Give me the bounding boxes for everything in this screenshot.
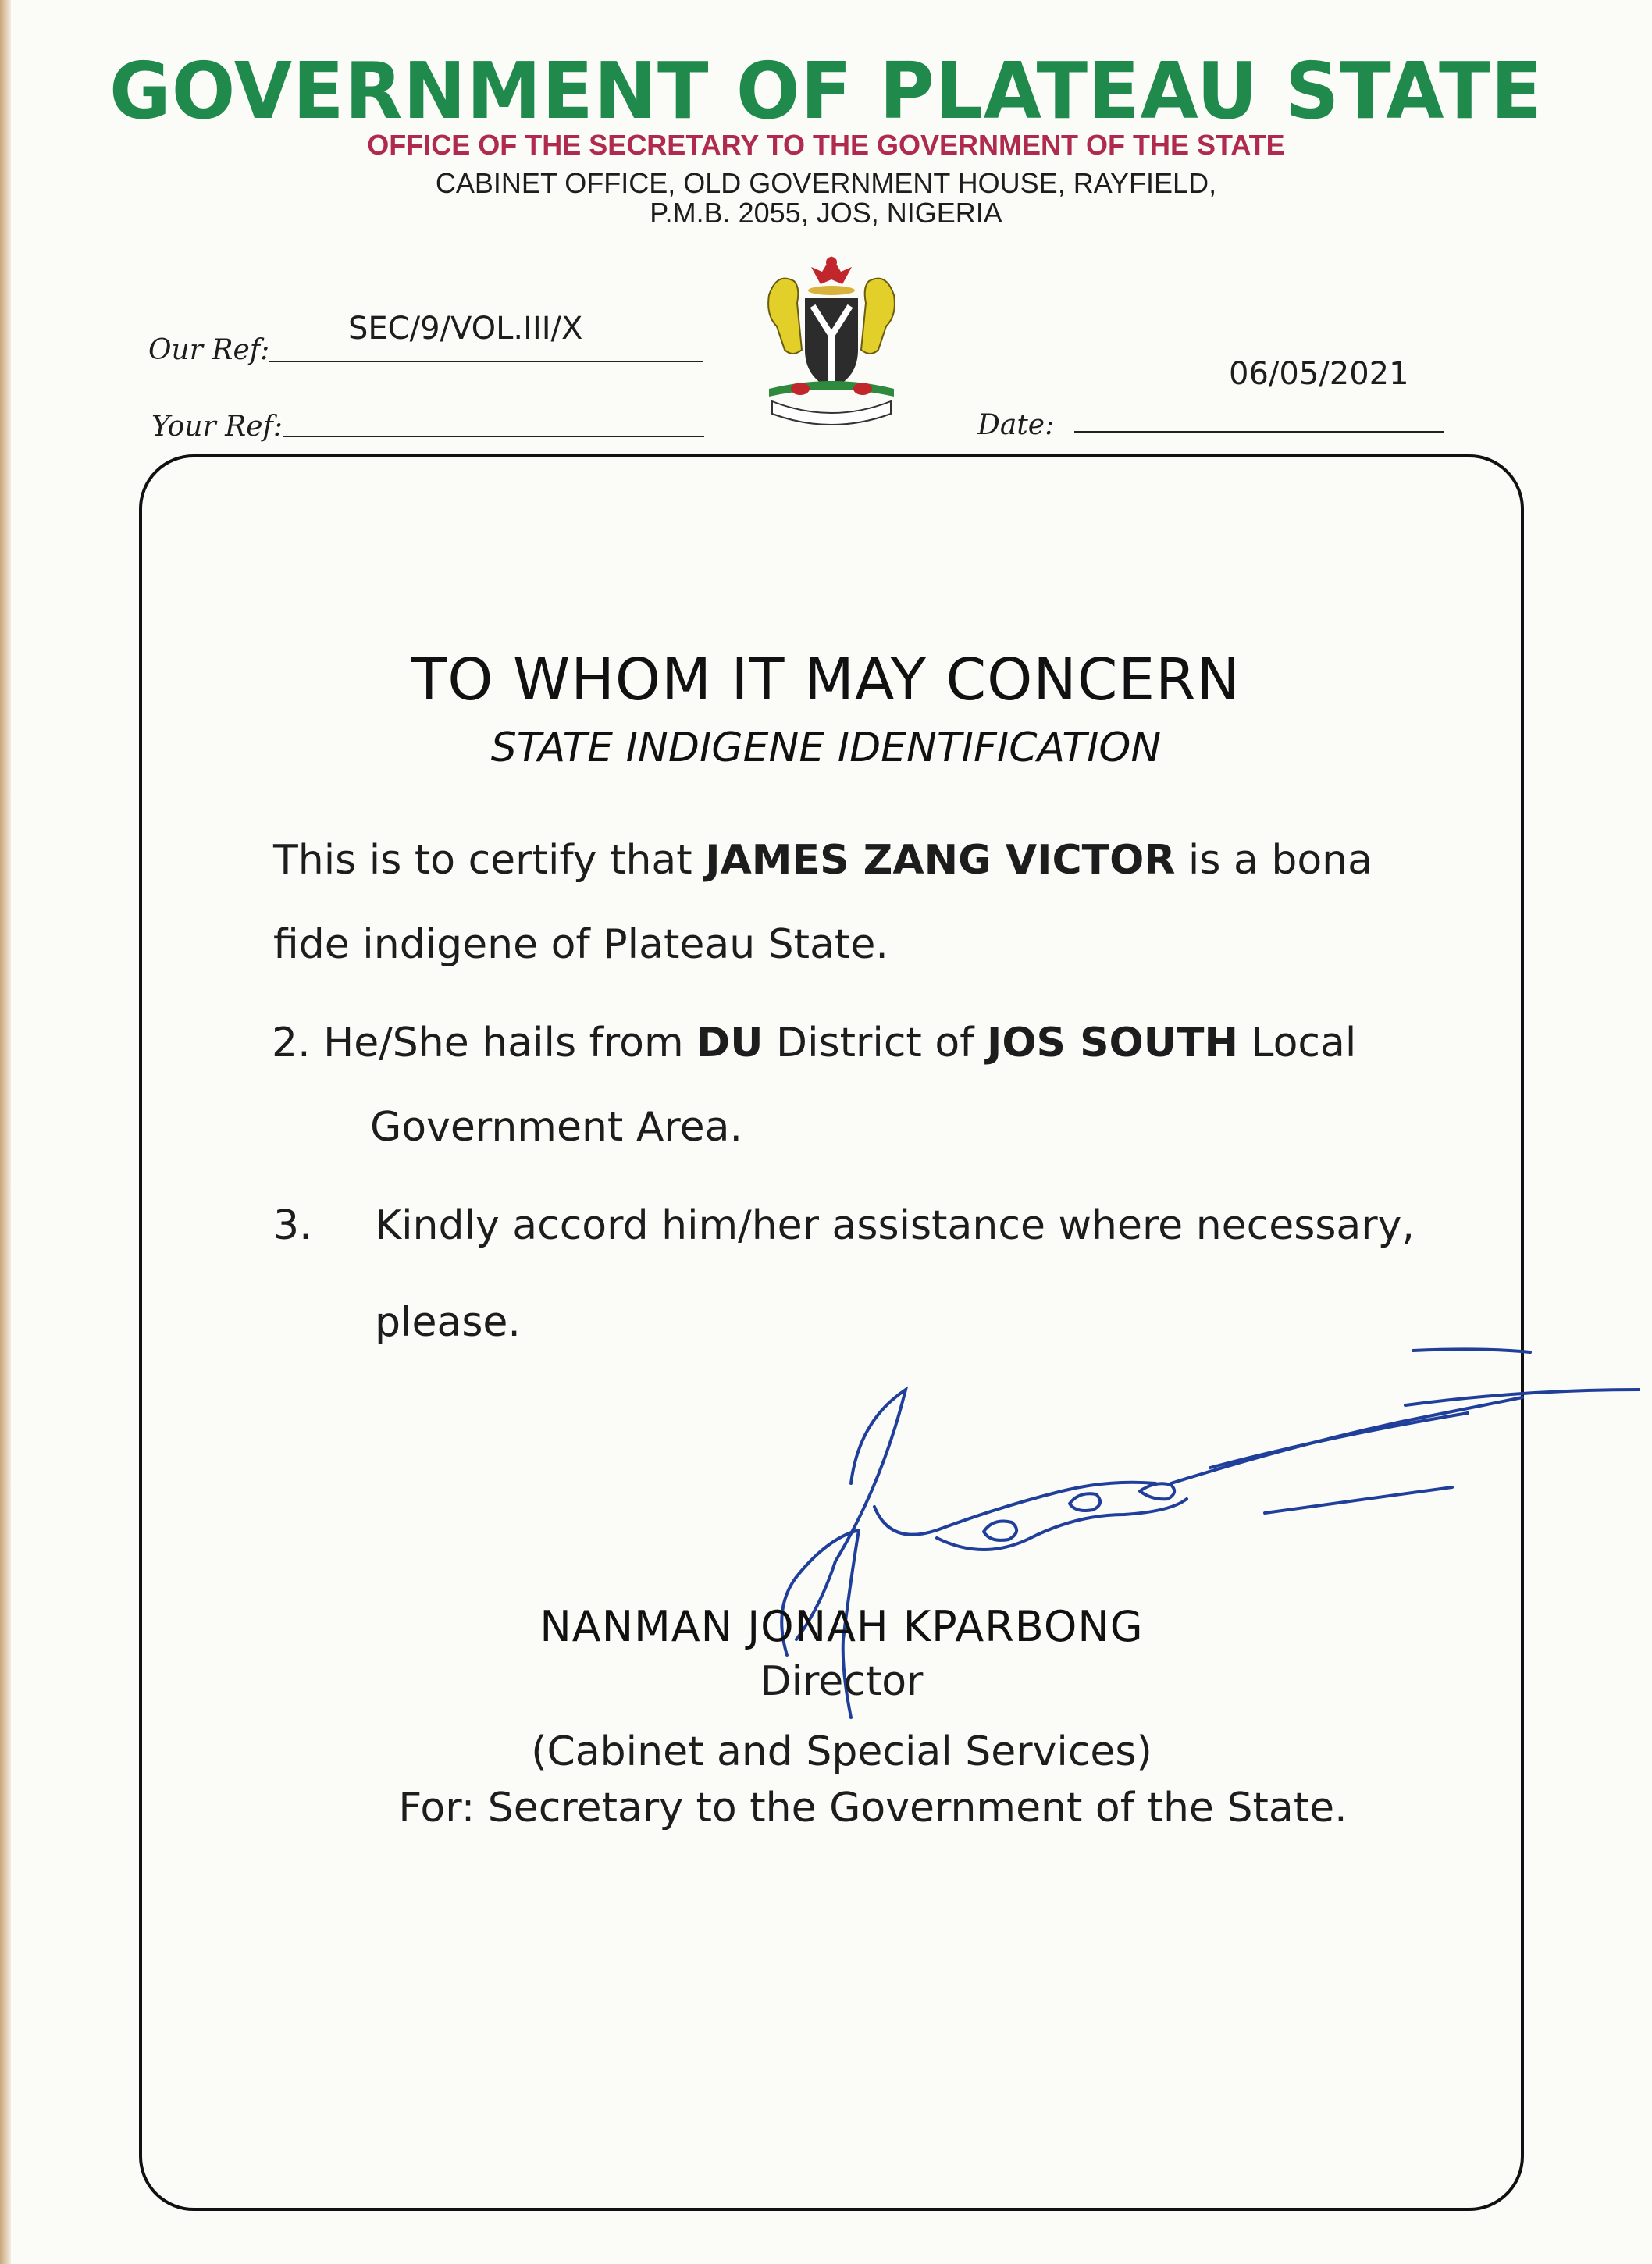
- paragraph-3-number: 3.: [273, 1202, 312, 1249]
- date-value: 06/05/2021: [1229, 356, 1409, 392]
- signatory-title: Director: [760, 1658, 924, 1705]
- letterhead-address-line2: P.M.B. 2055, JOS, NIGERIA: [650, 197, 1002, 229]
- coat-of-arms-icon: [746, 240, 917, 428]
- signatory-department: (Cabinet and Special Services): [531, 1728, 1152, 1775]
- date-underline: [1074, 431, 1444, 433]
- our-ref-underline: [269, 361, 703, 362]
- letterhead-address-line1: CABINET OFFICE, OLD GOVERNMENT HOUSE, RAYFIELD,: [435, 167, 1217, 199]
- paragraph-1-prefix: This is to certify that: [273, 837, 706, 884]
- paragraph-2-line-2: Government Area.: [370, 1104, 743, 1151]
- paragraph-1-line-2: fide indigene of Plateau State.: [273, 921, 888, 968]
- paper-edge: [0, 0, 11, 2264]
- our-ref-label: Our Ref:: [148, 334, 270, 366]
- lga-name: JOS SOUTH: [987, 1020, 1238, 1066]
- our-ref-value: SEC/9/VOL.III/X: [348, 311, 583, 347]
- signatory-name: NANMAN JONAH KPARBONG: [539, 1602, 1144, 1651]
- signatory-for-line: For: Secretary to the Government of the State.: [398, 1785, 1348, 1831]
- date-label: Date:: [977, 409, 1055, 441]
- handwritten-signature: [703, 1327, 1640, 1796]
- paragraph-2-suffix: Local: [1237, 1020, 1357, 1066]
- paragraph-3-line-1: Kindly accord him/her assistance where necessary,: [375, 1202, 1415, 1249]
- your-ref-label: Your Ref:: [151, 411, 283, 443]
- letterhead-title: GOVERNMENT OF PLATEAU STATE: [109, 45, 1543, 137]
- indigene-name: JAMES ZANG VICTOR: [705, 837, 1176, 884]
- paragraph-1-line-1: [273, 837, 1373, 884]
- letter-heading: TO WHOM IT MAY CONCERN: [411, 646, 1241, 714]
- your-ref-underline: [283, 436, 704, 437]
- paragraph-2-prefix: 2. He/She hails from: [272, 1020, 697, 1066]
- letter-subheading: STATE INDIGENE IDENTIFICATION: [490, 724, 1162, 771]
- paragraph-2-mid: District of: [763, 1020, 987, 1066]
- letterhead-office: OFFICE OF THE SECRETARY TO THE GOVERNMENT OF THE STATE: [367, 129, 1285, 161]
- paragraph-2-line-1: [272, 1020, 1356, 1066]
- paragraph-3-line-2: please.: [375, 1299, 521, 1346]
- paragraph-1-suffix: is a bona: [1175, 837, 1373, 884]
- district-name: DU: [696, 1020, 764, 1066]
